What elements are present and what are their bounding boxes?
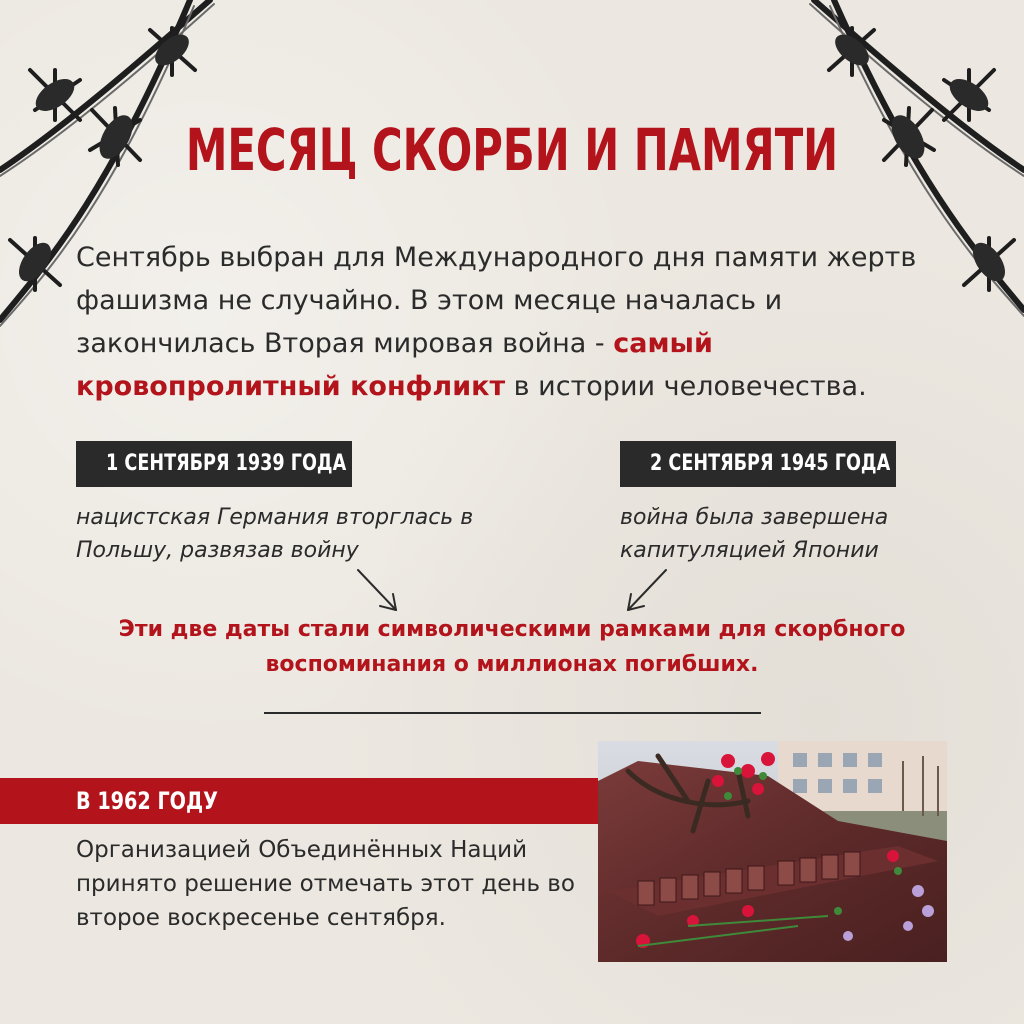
un-decision-text: Организацией Объединённых Наций принято решение отмечать этот день во второе воскресенье сентября. [76, 837, 575, 931]
memorial-photo [598, 741, 947, 962]
intro-text-start: Сентябрь выбран для Международного дня памяти жертв фашизма не случайно. В этом месяце началась и закончилась Вторая мировая война - [76, 242, 917, 359]
intro-text-end: в истории человечества. [505, 371, 867, 402]
arrow-down-icon [628, 570, 666, 610]
date-badge-end-label: 2 СЕНТЯБРЯ 1945 ГОДА [650, 451, 891, 476]
section-divider [264, 712, 761, 714]
summary-text: Эти две даты стали символическими рамками для скорбного воспоминания о миллионах погибших. [118, 617, 906, 677]
page-title: МЕСЯЦ СКОРБИ И ПАМЯТИ [185, 116, 839, 184]
intro-highlight: самый кровопролитный конфликт [76, 328, 713, 402]
date-description-start: нацистская Германия вторглась в Польшу, развязав войну [76, 505, 474, 563]
date-description-end: война была завершена капитуляцией Японии [620, 505, 889, 563]
date-badge-start-label: 1 СЕНТЯБРЯ 1939 ГОДА [106, 451, 347, 476]
year-label [76, 778, 253, 824]
arrow-down-icon [358, 570, 396, 610]
year-label-text: В 1962 ГОДУ [76, 787, 218, 815]
